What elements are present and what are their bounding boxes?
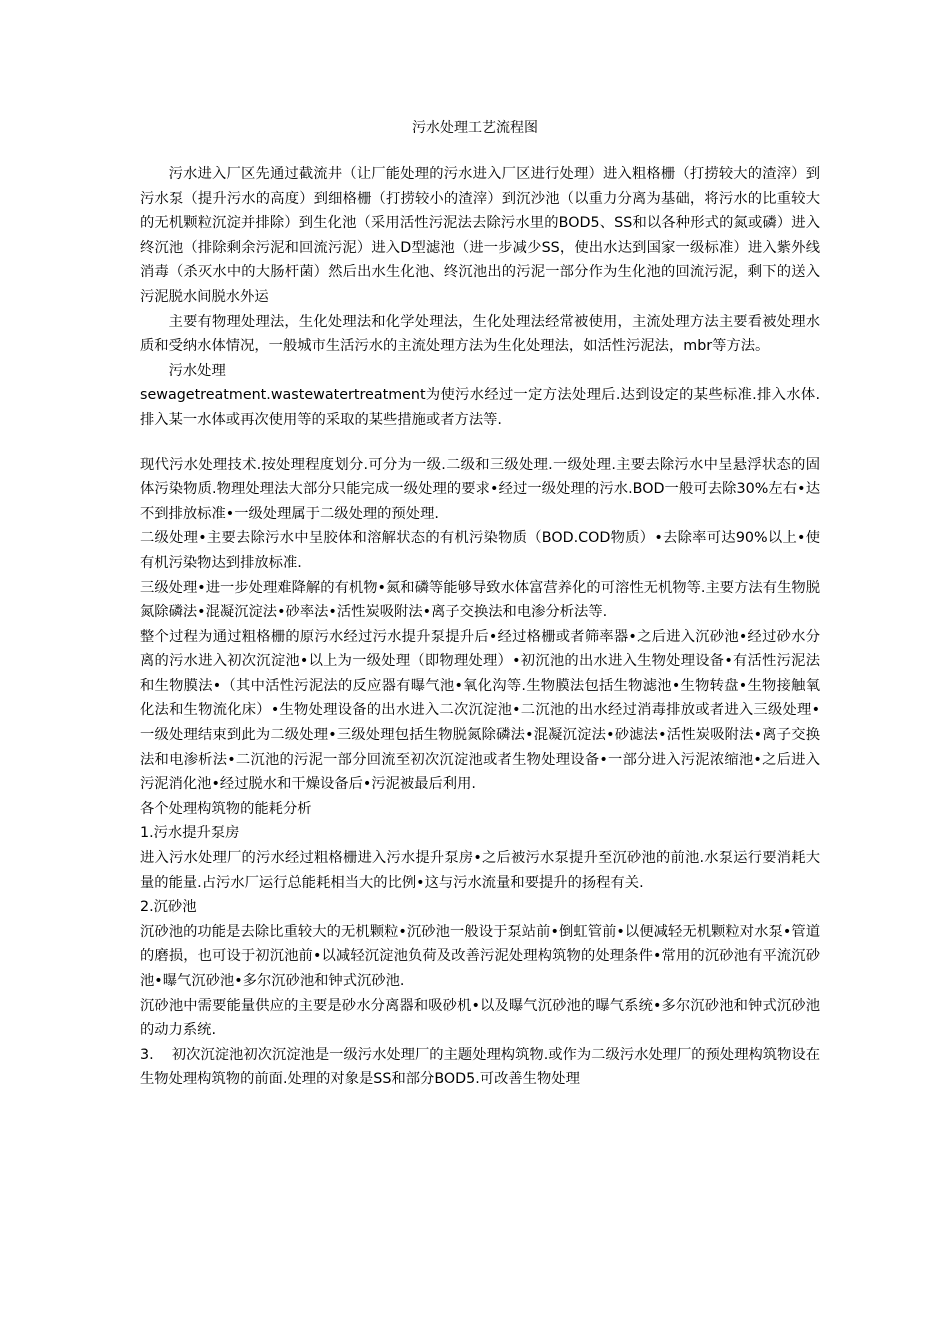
heading-energy-analysis: 各个处理构筑物的能耗分析 — [140, 800, 312, 817]
paragraph-primary-treatment: 现代污水处理技术.按处理程度划分.可分为一级.二级和三级处理.一级处理.主要去除污水中呈悬浮状态的固体污染物质.物理处理法大部分只能完成一级处理的要求•经过一级处理的污水.BOD一般可去除30%左右•达不到排放标准•一级处理属于二级处理的预处理. — [140, 456, 820, 522]
paragraph-secondary-treatment: 二级处理•主要去除污水中呈胶体和溶解状态的有机污染物质（BOD.COD物质）•去除率可达90%以上•使有机污染物达到排放标准. — [140, 530, 820, 571]
paragraph-process-flow: 污水进入厂区先通过截流井（让厂能处理的污水进入厂区进行处理）进入粗格栅（打捞较大的渣滓）到污水泵（提升污水的高度）到细格栅（打捞较小的渣滓）到沉沙池（以重力分离为基础，将污水的比重较大的无机颗粒沉淀并排除）到生化池（采用活性污泥法去除污水里的BOD5、SS和以各种形式的氮或磷）进入终沉池（排除剩余污泥和回流污泥）进入D型滤池（进一步减少SS，使出水达到国家一级标准）进入紫外线消毒（杀灭水中的大肠杆菌）然后出水生化池、终沉池出的污泥一部分作为生化池的回流污泥，剩下的送入污泥脱水间脱水外运 — [140, 166, 820, 305]
paragraph-grit-chamber-energy: 沉砂池中需要能量供应的主要是砂水分离器和吸砂机•以及曝气沉砂池的曝气系统•多尔沉砂池和钟式沉砂池的动力系统. — [140, 997, 820, 1039]
paragraph-definition: sewagetreatment.wastewatertreatment为使污水经过一定方法处理后.达到设定的某些标准.排入水体.排入某一水体或再次使用等的采取的某些措施或者方法等. — [140, 387, 820, 428]
paragraph-primary-sedimentation: 3. 初次沉淀池初次沉淀池是一级污水处理厂的主题处理构筑物.或作为二级污水处理厂的预处理构筑物设在生物处理构筑物的前面.处理的对象是SS和部分BOD5.可改善生物处理 — [140, 1046, 820, 1088]
paragraph-whole-process: 整个过程为通过粗格栅的原污水经过污水提升泵提升后•经过格栅或者筛率器•之后进入沉砂池•经过砂水分离的污水进入初次沉淀池•以上为一级处理（即物理处理）•初沉池的出水进入生物处理设备•有活性污泥法和生物膜法•（其中活性污泥法的反应器有曝气池•氧化沟等.生物膜法包括生物滤池•生物转盘•生物接触氧化法和生物流化床）•生物处理设备的出水进入二次沉淀池•二沉池的出水经过消毒排放或者进入三级处理•一级处理结束到此为二级处理•三级处理包括生物脱氮除磷法•混凝沉淀法•砂滤法•活性炭吸附法•离子交换法和电渗析法•二沉池的污泥一部分回流至初次沉淀池或者生物处理设备•一部分进入污泥浓缩池•之后进入污泥消化池•经过脱水和干燥设备后•污泥被最后利用. — [140, 628, 820, 793]
paragraph-pump-house: 进入污水处理厂的污水经过粗格栅进入污水提升泵房•之后被污水泵提升至沉砂池的前池.水泵运行要消耗大量的能量.占污水厂运行总能耗相当大的比例•这与污水流量和要提升的扬程有关. — [140, 850, 820, 891]
document-body — [140, 162, 820, 1092]
paragraph-tertiary-treatment: 三级处理•进一步处理难降解的有机物•氮和磷等能够导致水体富营养化的可溶性无机物等.主要方法有生物脱氮除磷法•混凝沉淀法•砂率法•活性炭吸附法•离子交换法和电渗分析法等. — [140, 579, 820, 621]
paragraph-grit-chamber-function: 沉砂池的功能是去除比重较大的无机颗粒•沉砂池一般设于泵站前•倒虹管前•以便减轻无机颗粒对水泵•管道的磨损，也可设于初沉池前•以减轻沉淀池负荷及改善污泥处理构筑物的处理条件•常用的沉砂池有平流沉砂池•曝气沉砂池•多尔沉砂池和钟式沉砂池. — [140, 923, 820, 989]
paragraph-treatment-methods: 主要有物理处理法，生化处理法和化学处理法，生化处理法经常被使用，主流处理方法主要看被处理水质和受纳水体情况，一般城市生活污水的主流处理方法为生化处理法，如活性污泥法，mbr等方法。 — [140, 313, 820, 355]
heading-pump-house: 1.污水提升泵房 — [140, 825, 240, 842]
heading-grit-chamber: 2.沉砂池 — [140, 899, 197, 916]
document-title: 污水处理工艺流程图 — [412, 120, 538, 136]
heading-sewage-treatment: 污水处理 — [168, 362, 226, 379]
blank-line — [140, 433, 820, 453]
